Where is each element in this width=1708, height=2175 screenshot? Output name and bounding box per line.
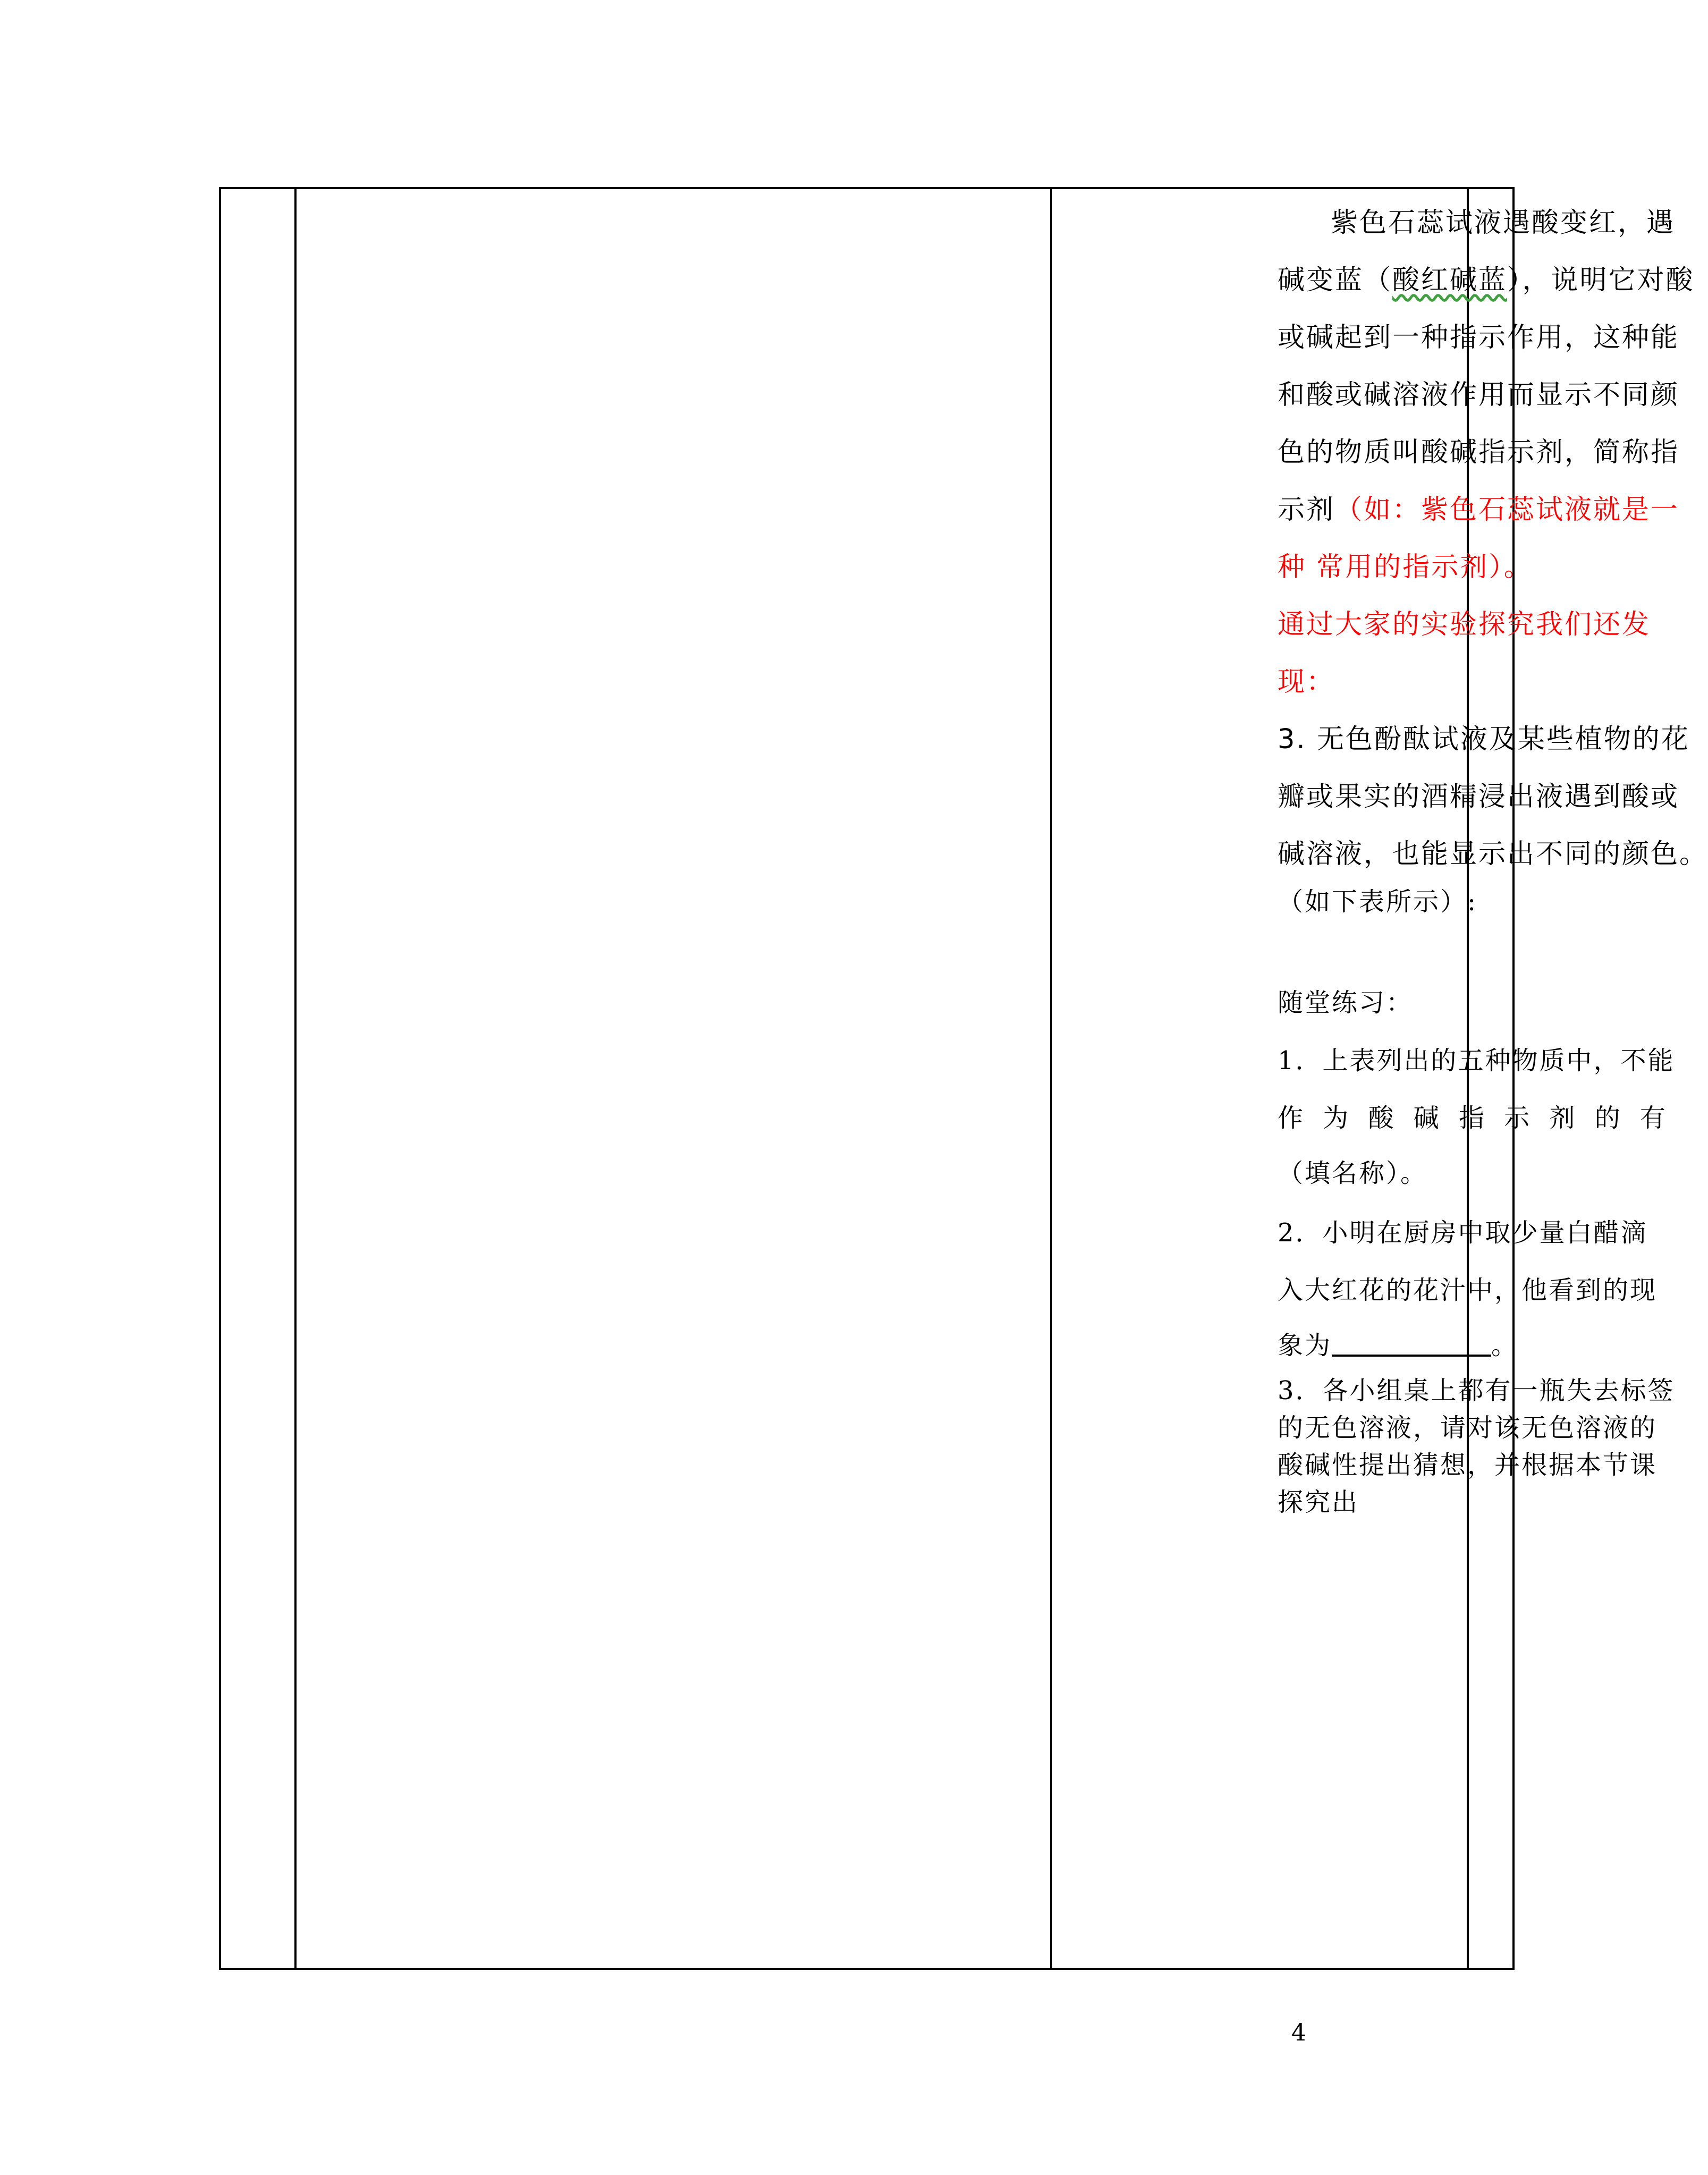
question-3-line: 探究出 xyxy=(1278,1487,1359,1517)
question-1-justified: 作 为 酸 碱 指 示 剂 的 有 xyxy=(1278,1103,1665,1133)
answer-blank xyxy=(1332,1355,1491,1357)
text-line: 示剂（如：紫色石蕊试液就是一 xyxy=(1278,494,1680,526)
column-divider-1 xyxy=(294,189,297,1968)
text-line: 碱溶液，也能显示出不同的颜色。 xyxy=(1278,839,1708,870)
text-line: 或碱起到一种指示作用，这种能 xyxy=(1278,322,1680,353)
text-line: （如下表所示）: xyxy=(1278,887,1478,917)
text-line: 瓣或果实的酒精浸出液遇到酸或 xyxy=(1278,781,1680,813)
column-divider-2 xyxy=(1050,189,1052,1968)
practice-heading: 随堂练习： xyxy=(1278,988,1414,1018)
question-3: 3．各小组桌上都有一瓶失去标签 xyxy=(1278,1376,1675,1406)
question-2: 2．小明在厨房中取少量白醋滴 xyxy=(1278,1218,1648,1248)
question-2-line: 入大红花的花汁中，他看到的现 xyxy=(1278,1275,1658,1305)
question-2-end: 象为 。 xyxy=(1278,1331,1519,1360)
text-line: 现： xyxy=(1278,666,1335,698)
text-line: 碱变蓝（酸红碱蓝），说明它对酸 xyxy=(1278,265,1695,296)
question-3-line: 酸碱性提出猜想，并根据本节课 xyxy=(1278,1450,1658,1480)
page-number: 4 xyxy=(1291,2019,1306,2046)
text-line: 紫色石蕊试液遇酸变红，遇 xyxy=(1331,207,1676,239)
notes-cell xyxy=(1278,194,1708,1521)
question-1-end: （填名称）。 xyxy=(1278,1158,1428,1188)
example-note: （如：紫色石蕊试液就是一 xyxy=(1335,494,1680,526)
question-1: 1．上表列出的五种物质中，不能 xyxy=(1278,1046,1675,1076)
spacer xyxy=(1278,931,1681,974)
text-line: 种 常用的指示剂）。 xyxy=(1278,552,1533,583)
mnemonic-text: 酸红碱蓝 xyxy=(1392,265,1508,296)
question-3-line: 的无色溶液，请对该无色溶液的 xyxy=(1278,1413,1658,1443)
text-line: 和酸或碱溶液作用而显示不同颜 xyxy=(1278,379,1680,411)
text-line: 3. 无色酚酞试液及某些植物的花 xyxy=(1278,724,1690,755)
text-line: 通过大家的实验探究我们还发 xyxy=(1278,609,1651,640)
lesson-table xyxy=(219,187,1708,1970)
text-line: 色的物质叫酸碱指示剂，简称指 xyxy=(1278,437,1680,468)
